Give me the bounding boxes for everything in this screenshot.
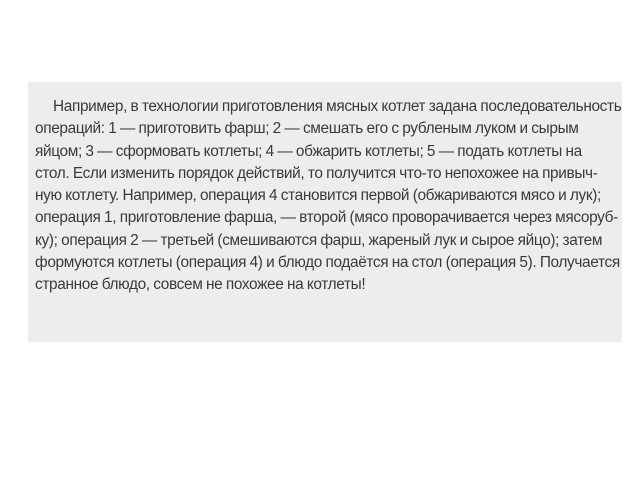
paragraph-line: операций: 1 — приготовить фарш; 2 — смешать его с рубленым луком и сырым (35, 120, 579, 138)
paragraph-line: формуются котлеты (операция 4) и блюдо подаётся на стол (операция 5). Получается (35, 254, 620, 272)
paragraph-line: ную котлету. Например, операция 4 становится первой (обжариваются мясо и лук); (35, 187, 601, 205)
paragraph-line: операция 1, приготовление фарша, — второй (мясо проворачивается через мясоруб- (35, 209, 618, 227)
paragraph-line: Например, в технологии приготовления мясных котлет задана последовательность (53, 98, 622, 115)
paragraph-line: стол. Если изменить порядок действий, то получится что-то непохожее на привыч- (35, 164, 598, 182)
paragraph-line: ку); операция 2 — третьей (смешиваются фарш, жареный лук и сырое яйцо); затем (35, 231, 603, 249)
paragraph-line: яйцом; 3 — сформовать котлеты; 4 — обжарить котлеты; 5 — подать котлеты на (35, 142, 582, 160)
scanned-text-block (28, 82, 622, 342)
paragraph-line: странное блюдо, совсем не похожее на котлеты! (35, 276, 366, 294)
paragraph (35, 96, 622, 297)
